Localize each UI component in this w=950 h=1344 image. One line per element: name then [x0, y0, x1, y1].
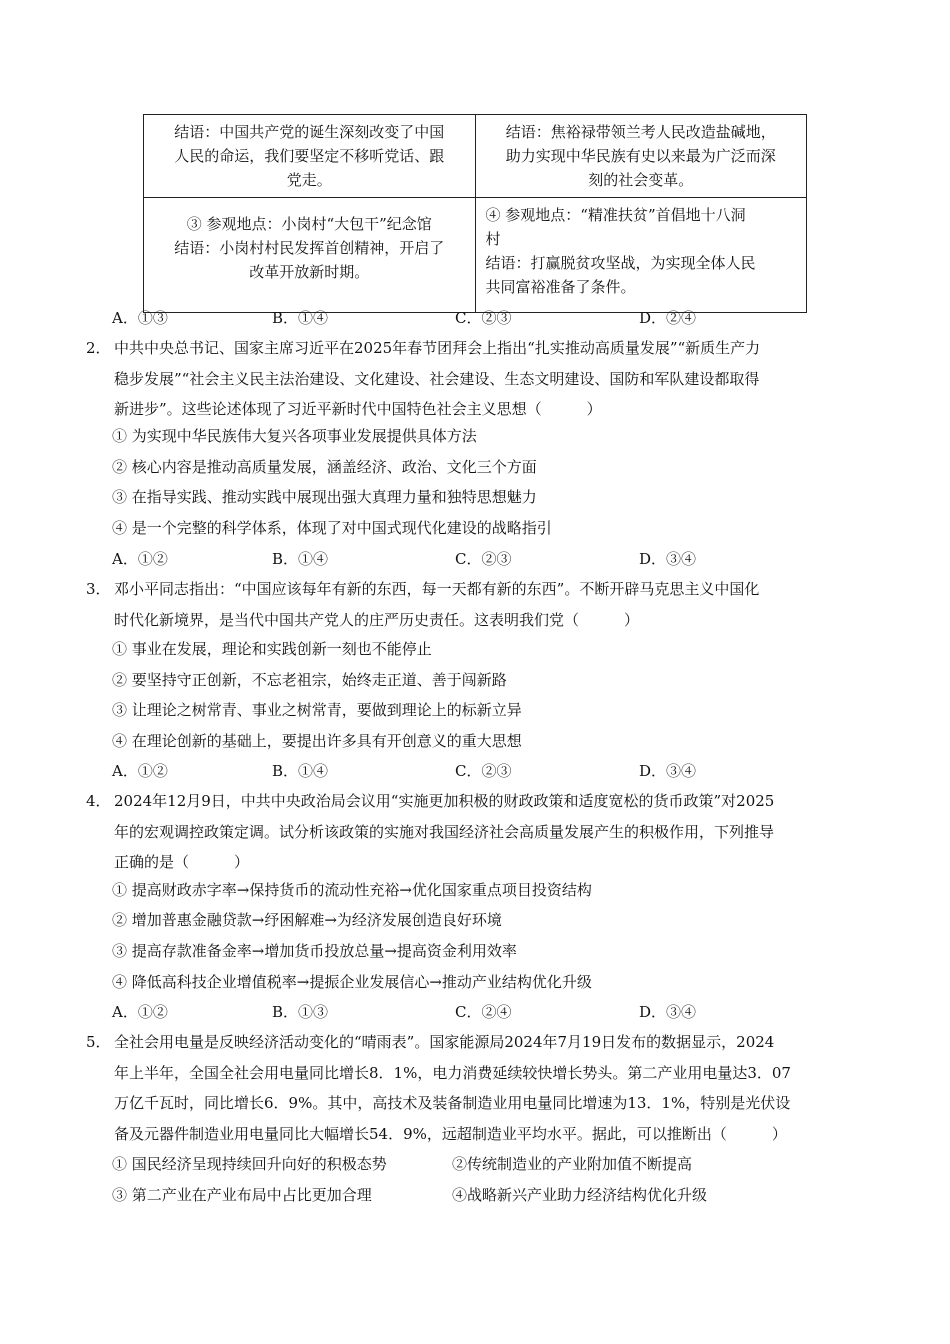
option-b[interactable]: B．①④: [272, 762, 329, 780]
cell-line: 共同富裕准备了条件。: [485, 278, 636, 296]
q5-item-3: ③ 第二产业在产业布局中占比更加合理: [112, 1186, 372, 1204]
stem-line: 2024年12月9日，中共中央政治局会议用“实施更加积极的财政政策和适度宽松的货币政策”对2025: [114, 792, 775, 810]
q2-item-4: ④ 是一个完整的科学体系，体现了对中国式现代化建设的战略指引: [112, 519, 552, 537]
q2-item-1: ① 为实现中华民族伟大复兴各项事业发展提供具体方法: [112, 427, 477, 445]
table-cell-3: [144, 198, 476, 313]
q3-item-4: ④ 在理论创新的基础上，要提出许多具有开创意义的重大思想: [112, 732, 522, 750]
q4-item-3: ③ 提高存款准备金率→增加货币投放总量→提高资金利用效率: [112, 942, 517, 960]
cell-line: 助力实现中华民族有史以来最为广泛而深: [505, 147, 776, 165]
q3-options: [112, 760, 872, 780]
table-cell-4: [475, 198, 807, 313]
stem-line: 年的宏观调控政策定调。试分析该政策的实施对我国经济社会高质量发展产生的积极作用，下列推导: [114, 822, 775, 841]
cell-line: 刻的社会变革。: [588, 171, 694, 189]
option-a[interactable]: A．①②: [112, 1003, 168, 1021]
question-number: 3．: [86, 580, 111, 598]
question-stem: [114, 786, 866, 878]
cell-line: 结语：中国共产党的诞生深刻改变了中国: [174, 123, 445, 141]
option-c[interactable]: C．②④: [455, 1003, 512, 1021]
question-4: [86, 786, 866, 878]
q3-item-2: ② 要坚持守正创新，不忘老祖宗，始终走正道、善于闯新路: [112, 671, 507, 689]
cell-line: 村: [485, 230, 501, 248]
question-stem: [114, 333, 866, 425]
question-number: 4．: [86, 792, 111, 810]
q2-item-2: ② 核心内容是推动高质量发展，涵盖经济、政治、文化三个方面: [112, 458, 537, 476]
q5-item-1: ① 国民经济呈现持续回升向好的积极态势: [112, 1155, 387, 1173]
q2-item-3: ③ 在指导实践、推动实践中展现出强大真理力量和独特思想魅力: [112, 488, 537, 506]
question-3: [86, 574, 866, 635]
option-d[interactable]: D．②④: [639, 309, 697, 327]
option-a[interactable]: A．①③: [112, 309, 168, 327]
q4-item-4: ④ 降低高科技企业增值税率→提振企业发展信心→推动产业结构优化升级: [112, 973, 592, 991]
stem-line: 新进步”。这些论述体现了习近平新时代中国特色社会主义思想（ ）: [114, 400, 602, 418]
option-b[interactable]: B．①④: [272, 309, 329, 327]
option-b[interactable]: B．①④: [272, 550, 329, 568]
q4-item-2: ② 增加普惠金融贷款→纾困解难→为经济发展创造良好环境: [112, 911, 502, 929]
option-c[interactable]: C．②③: [455, 762, 512, 780]
option-d[interactable]: D．③④: [639, 550, 697, 568]
cell-line: 人民的命运，我们要坚定不移听党话、跟: [174, 147, 445, 165]
q2-options: [112, 548, 872, 568]
visit-table: [143, 114, 807, 313]
option-d[interactable]: D．③④: [639, 762, 697, 780]
option-b[interactable]: B．①③: [272, 1003, 329, 1021]
q5-item-2: ②传统制造业的产业附加值不断提高: [452, 1155, 693, 1173]
stem-line: 备及元器件制造业用电量同比大幅增长54．9%，远超制造业平均水平。据此，可以推断出（ ）: [114, 1124, 787, 1143]
question-5: [86, 1027, 866, 1149]
stem-line: 年上半年，全国全社会用电量同比增长8．1%，电力消费延续较快增长势头。第二产业用电量达3．07: [114, 1063, 791, 1082]
q4-item-1: ① 提高财政赤字率→保持货币的流动性充裕→优化国家重点项目投资结构: [112, 881, 592, 899]
stem-line: 邓小平同志指出：“中国应该每年有新的东西，每一天都有新的东西”。不断开辟马克思主义中国化: [114, 580, 760, 598]
cell-line: 结语：小岗村村民发挥首创精神，开启了: [174, 239, 445, 257]
option-a[interactable]: A．①②: [112, 550, 168, 568]
option-c[interactable]: C．②③: [455, 309, 512, 327]
q1-options: [112, 307, 872, 327]
q3-item-3: ③ 让理论之树常青、事业之树常青，要做到理论上的标新立异: [112, 701, 522, 719]
stem-line: 万亿千瓦时，同比增长6．9%。其中，高技术及装备制造业用电量同比增速为13．1%，特别是光伏设: [114, 1094, 791, 1112]
cell-line: 党走。: [286, 171, 332, 189]
table-cell-2: [475, 115, 807, 198]
cell-line: 结语：打赢脱贫攻坚战，为实现全体人民: [485, 254, 756, 272]
q4-options: [112, 1001, 872, 1021]
question-number: 5．: [86, 1033, 111, 1051]
question-2: [86, 333, 866, 425]
question-number: 2．: [86, 339, 111, 357]
cell-line: 改革开放新时期。: [249, 263, 370, 281]
option-c[interactable]: C．②③: [455, 550, 512, 568]
cell-line: ④ 参观地点：“精准扶贫”首倡地十八洞: [485, 206, 746, 224]
stem-line: 中共中央总书记、国家主席习近平在2025年春节团拜会上指出“扎实推动高质量发展”“新质生产力: [114, 339, 761, 357]
stem-line: 稳步发展”“社会主义民主法治建设、文化建设、社会建设、生态文明建设、国防和军队建设都取得: [114, 369, 760, 388]
cell-line: 结语：焦裕禄带领兰考人民改造盐碱地，: [505, 123, 776, 141]
cell-line: ③ 参观地点：小岗村“大包干”纪念馆: [186, 215, 432, 233]
stem-line: 正确的是（ ）: [114, 853, 250, 871]
table-cell-1: [144, 115, 476, 198]
option-d[interactable]: D．③④: [639, 1003, 697, 1021]
question-stem: [114, 574, 866, 635]
stem-line: 全社会用电量是反映经济活动变化的“晴雨表”。国家能源局2024年7月19日发布的数据显示，2024: [114, 1033, 775, 1051]
q3-item-1: ① 事业在发展，理论和实践创新一刻也不能停止: [112, 640, 432, 658]
question-stem: [114, 1027, 866, 1149]
option-a[interactable]: A．①②: [112, 762, 168, 780]
stem-line: 时代化新境界，是当代中国共产党人的庄严历史责任。这表明我们党（ ）: [114, 610, 640, 629]
q5-item-4: ④战略新兴产业助力经济结构优化升级: [452, 1186, 708, 1204]
